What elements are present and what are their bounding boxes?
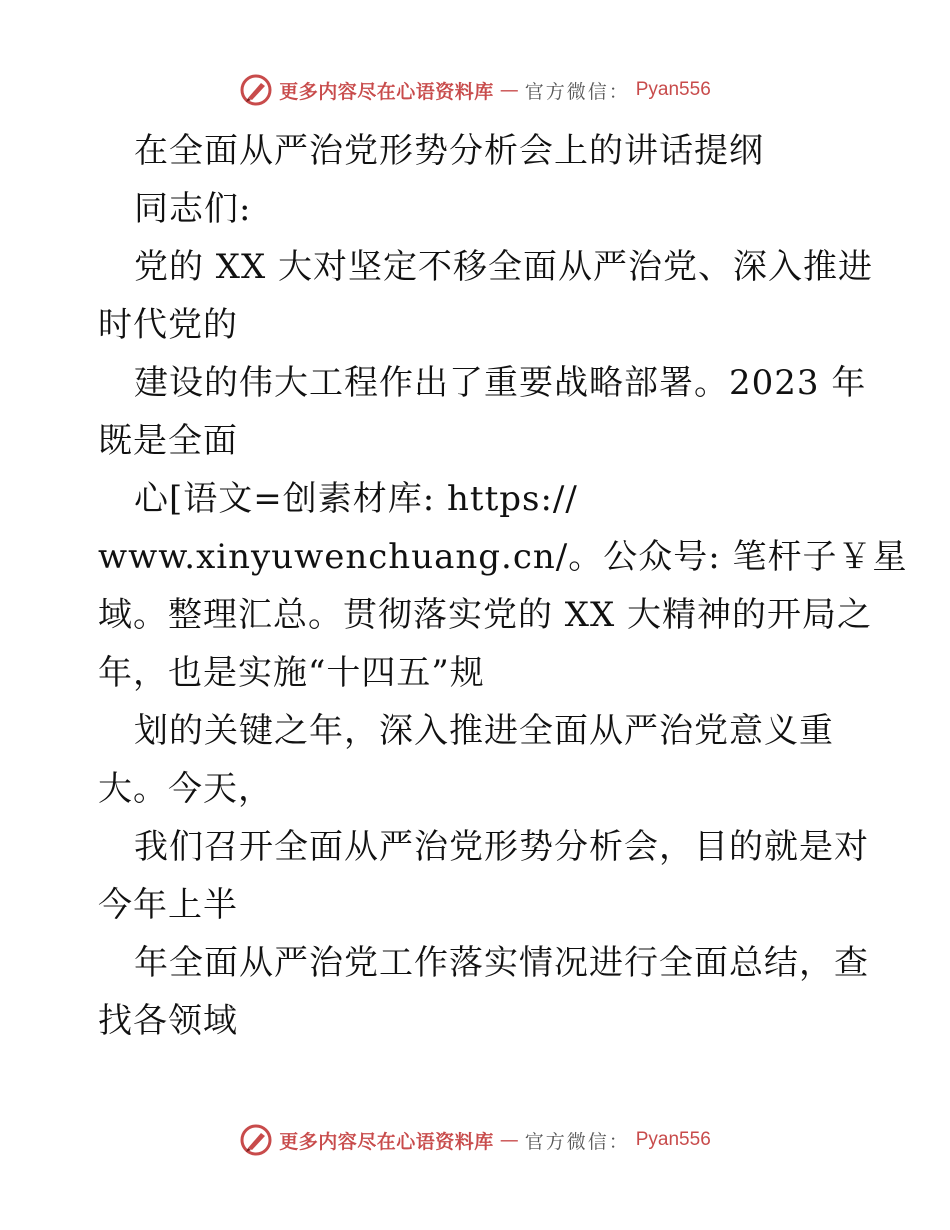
doc-line: 年全面从严治党工作落实情况进行全面总结，查 (134, 943, 869, 983)
banner-separator: — (499, 1129, 519, 1151)
pen-logo-icon (239, 1123, 273, 1157)
pen-logo-icon (239, 73, 273, 107)
banner-wechat-label: 官方微信： (524, 1130, 630, 1153)
banner-title: 更多内容尽在心语资料库 (279, 1130, 494, 1153)
doc-line: 心[语文=创素材库: https:// (134, 479, 578, 519)
doc-line: 域。整理汇总。贯彻落实党的 XX 大精神的开局之 (98, 595, 873, 635)
doc-title: 在全面从严治党形势分析会上的讲话提纲 (134, 131, 764, 171)
doc-line: 时代党的 (98, 305, 238, 345)
footer-banner-content (239, 1123, 711, 1157)
banner-separator: — (499, 79, 519, 101)
doc-line: 建设的伟大工程作出了重要战略部署。2023 年 (134, 363, 867, 403)
doc-line: 大。今天， (98, 769, 273, 809)
banner-title: 更多内容尽在心语资料库 (279, 80, 494, 103)
doc-salutation: 同志们: (134, 189, 252, 229)
banner-wechat-id: Pyan556 (635, 1129, 711, 1150)
doc-line: 今年上半 (98, 885, 238, 925)
doc-line: 既是全面 (98, 421, 238, 461)
header-banner (0, 70, 950, 110)
banner-wechat-id: Pyan556 (635, 79, 711, 100)
document-body (98, 122, 908, 1050)
footer-banner (0, 1120, 950, 1160)
doc-line: 年，也是实施“十四五”规 (98, 653, 485, 693)
banner-wechat-label: 官方微信： (524, 80, 630, 103)
doc-line: 划的关键之年，深入推进全面从严治党意义重 (134, 711, 834, 751)
doc-line: 党的 XX 大对坚定不移全面从严治党、深入推进 (134, 247, 874, 287)
doc-line: 我们召开全面从严治党形势分析会，目的就是对 (134, 827, 869, 867)
doc-line: www.xinyuwenchuang.cn/。公众号: 笔杆子￥星 (98, 537, 908, 577)
doc-line: 找各领域 (98, 1001, 238, 1041)
header-banner-content (239, 73, 711, 107)
